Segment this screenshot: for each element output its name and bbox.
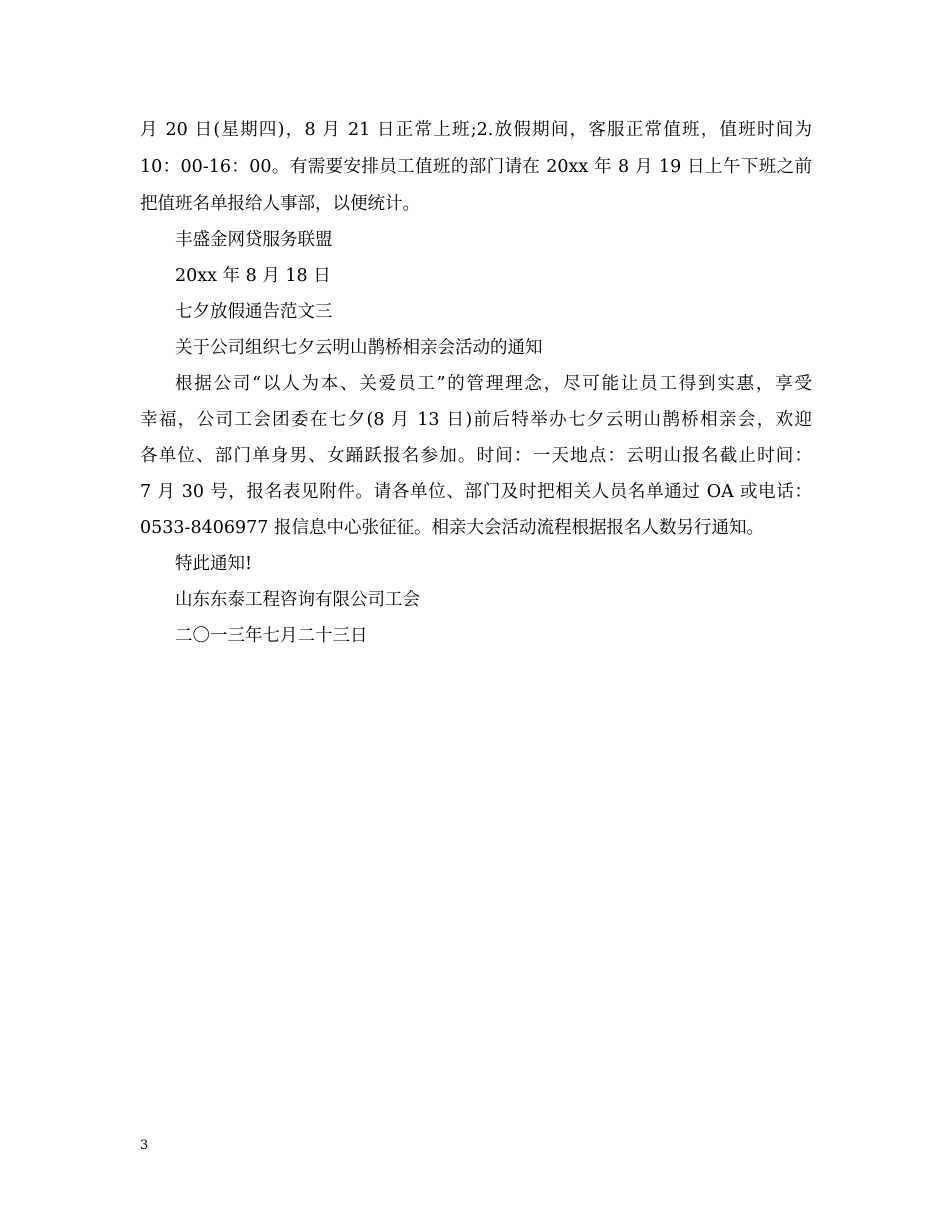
section-title: 七夕放假通告范文三	[175, 302, 333, 322]
paragraph-line-2: 幸福，公司工会团委在七夕(8 月 13 日)前后特举办七夕云明山鹊桥相亲会，欢迎	[140, 410, 812, 430]
issue-date: 二〇一三年七月二十三日	[175, 626, 368, 646]
notice-title: 关于公司组织七夕云明山鹊桥相亲会活动的通知	[175, 338, 543, 358]
page-number: 3	[140, 1138, 149, 1153]
organization-signature: 丰盛金网贷服务联盟	[175, 230, 333, 250]
issuer-name: 山东东泰工程咨询有限公司工会	[175, 590, 420, 610]
body-line-3: 把值班名单报给人事部，以便统计。	[140, 194, 420, 214]
paragraph-line-3: 各单位、部门单身男、女踊跃报名参加。时间：一天地点：云明山报名截止时间：	[140, 446, 812, 466]
paragraph-line-1: 根据公司“以人为本、关爱员工”的管理理念，尽可能让员工得到实惠，享受	[175, 374, 812, 394]
body-line-2: 10：00-16：00。有需要安排员工值班的部门请在 20xx 年 8 月 19 日上午下班之前	[140, 157, 812, 177]
paragraph-line-4: 7 月 30 号，报名表见附件。请各单位、部门及时把相关人员名单通过 OA 或电话：	[140, 482, 812, 502]
body-line-1: 月 20 日(星期四)，8 月 21 日正常上班;2.放假期间，客服正常值班，值班时间为	[140, 120, 812, 140]
closing-line: 特此通知!	[175, 554, 253, 574]
signature-date: 20xx 年 8 月 18 日	[175, 266, 331, 286]
paragraph-line-5: 0533-8406977 报信息中心张征征。相亲大会活动流程根据报名人数另行通知。	[140, 518, 764, 538]
